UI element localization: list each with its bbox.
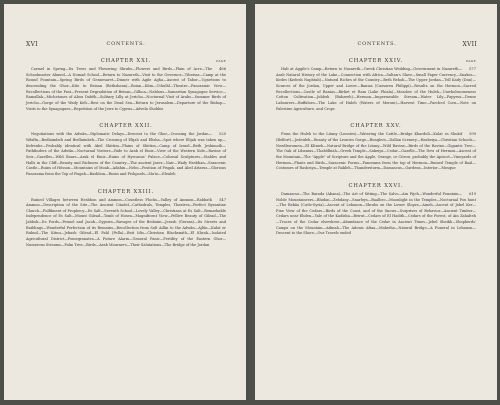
chapter-page-number: 520 <box>219 132 226 137</box>
chapter-title: CHAPTER XXVI. <box>348 182 404 189</box>
right-page <box>255 4 497 400</box>
chapter-entry <box>26 123 226 177</box>
chapter-entry <box>26 189 226 249</box>
page-column-label: PAGE <box>216 59 226 63</box>
chapter-entry <box>26 58 226 112</box>
chapter-page-number: 547 <box>219 197 226 202</box>
chapter-title: CHAPTER XXI. <box>100 58 152 64</box>
running-title: CONTENTS. <box>106 41 146 47</box>
chapter-page-number: 466 <box>219 67 226 71</box>
chapter-title: CHAPTER XXV. <box>350 123 402 130</box>
page-number: XVII <box>462 41 477 48</box>
running-head <box>26 41 226 48</box>
chapter-summary: Carmel in Spring—Its Trees and Flowering Shrubs—Flowers and Birds—Plain of Acre—The Schoolmaster Ahmed—A Nomad School—Return to Nazareth—Visit to the Governor—Tiberias—Camp at the Round Fountain—Spring Birds of Gennesaret—Dinner with Agile Agha—Ascent of Tabor—Ugnetions to descending the Ghor—Kite to Beisan (Bethshean)—Roian—Kûm—Cthulbl—Theatre—Panoramic View—Recollections of the Past—Present Degradation of Beisan—Gilboa—Nablous—Samaritan Synagogue Service—Ramallah—Michetones of Abou Dabêh—Solitary Lilly at Jericho—Nocturnal Visit of Arabs—Summer Birds of Jericho—Gorge of the Wady Kelt—Rest on the Dead Sea—Return to Jerusalem—Departure of the Bishop—Visits to the Synagogues—Repetition of the Jews to Cyprus—Advela Shohhis <box>26 67 226 111</box>
left-page <box>4 4 246 400</box>
page-number: XVI <box>26 41 38 48</box>
chapter-summary: Ruined Villages between Hesbbon and Ammon—Countless Flocks—Valley of Ammon—Rabbath Ammon—Description of the Site—The Ancient Citadel—Cathedrals, Temples, Theatres—Perfect Byzantine Church—Fulfilment of Prophecy—Es Salt—Seventh School—Lovely Valley—Christians at Es Salt—Remarkable Independence of Es Salt—Mount Gilead—Tomb of Hosea—Magnificent View—Pellive Beauty of Gilead—The Jabbok—Its Fords—Penuel and Jacob—Gypsies—Ravages of the Bedouin—Jerash (Gerasa)—Its Streets and Buildings—Wonderful Perfection of its Remains—Recollection from Salt Ailûn to the Adwân—Ajlûn—Kulat er Rubud—The Kitnu—Jebush Gilead—El Fahl (Pella)—Beit Idis—Christian Blacksmith—El Kûrah—Isolated Agricultural District—Pomegranates—A Future Alarm—General Panic—Fertility of the Eastern Ghor—Numerous Streams—Palm Tree—Birds—Arab Mourners—Their Salutations—The Bridge of the Jordan <box>26 197 226 247</box>
chapter-summary: Halt at Aggile's Camp—Return to Nazareth—Greek Christian Wedding—Government in Nazareth—Arab Natural History of the Lake—Connection with Africa—Sultan's Slave—Small Paper Currency—Snakes—Kedes (Kedesh Naphtali)—Natural Riches of the Country—Beth Rehob—The Upper Jordan—Tell Kady (Dan)—Sources of the Jordan, Upper and Lower—Banias (Caesarea Philippi)—Results on the Hermon—Sacred Recollections—Castle of Banias—Birket et Ram (Lake Phiala)—Meadow of the Huleh—Unwholesomeness Cotton Cultivation—Jubbeh (Bahzeeh)—Hermon—Impermeable Stream—Water Lily—Papyrus—Dense Labourers—Buffaloes—The Lake of Huleh (Waters of Merom)—Harvest Time—Parched Corn—Note on Palestine Agriculture, and Crops <box>276 67 476 111</box>
chapter-entry <box>276 183 476 237</box>
chapter-page-number: 619 <box>469 191 476 196</box>
page-column-label: PAGE <box>466 59 476 63</box>
chapter-entry <box>276 58 476 112</box>
chapter-summary: From the Huleh to the Litany (Leontes)—Watering the Cattle—Bridge Khardeli—Kulat es Shukif (Belfort)—Jedeideh—Beauty of the Leontes Gorge—Bunglers—Dallan Scenery—Hasbeiya—Christian Schools—Needlewomen—El Kîtmeh—Natural Bridge of the Litany—Wild Ravine—Birds of the Ravine—Gigantic Tree—The Oak of Libanius—Thabôlbiah—Greek Temple—Sakeiya—Cedar—Gazelle—The Dew of Hermon—Ascent of the Mountain—The "Apple" of Scripture and the Apple, Orange, or Citron, probably the Apricot—Vineyards of Hermon—Plants and Birds—Saracenic Forms—Panorama from the top of Hermon—Ruined Temple of Baal—Costumes of Rasheiya—Temple at Rakleh—Thunderstorm—Damascus—Gardens—Interior—Mosque <box>276 132 476 171</box>
running-head <box>277 41 477 48</box>
chapter-page-number: 577 <box>469 67 476 71</box>
chapter-page-number: 599 <box>469 132 476 137</box>
chapter-summary: Negotiations with the Adwân—Diplomatic Delays—Descent to the Ghor—Crossing the Jordan—Wâsfîn—Bedlaimbeh and Bedlaimbeh—The Crossing of Elijah and Elisha—Spot where Elijah was taken up—Kefrenbe—Probably identical with Abel Shittim—Plains of Shittim—Camp of Israel—Beth Jeshimoth—Pathfinders of the Adwân—Nocturnal Visitors—Ride to Arak el Emir—View of the Western Side—Ravine of Seir—Gazelles—Wild Boars—Arak el Emir—Ruins of Hyrcanus' Palace—Colossal Sculptures—Stables and Halls in the Cliff—Beauty and Richness of the Country—The ancient Jazer—Nair—Wady Hesbban—Saracenic Castle—Ruins of Hôsson—Mountains of Moab—Adahin—Nebo—Position of Pisgah, and Abel Attarus—Glorious Panorama from the Top of Pisgah—Bashbon—Ruins and Fishpools—Ma'in—Elealeh <box>26 132 226 176</box>
chapter-title: CHAPTER XXIII. <box>97 188 155 195</box>
chapter-summary: Damascus—The Barada (Abana)—The Art of Sitting—The Salvo—Ain Fijeh—Wonderful Fountain—Noble Mountaineers—Bludan—Zebdany—Snarleys—Baalbec—Moonlight in the Temples—Nocturnal Fox hunt—The Bekâa (Cœle-Syria)—Ascent of Lebanon—Shrubs on the Lower Slopes—Aineh—Ascent of Jebel Ker—Fine View of the Cedars—Birds of the Coast, and of the Snows—Surprises of Behavior—Ancient Timber—Cedars near Ehden—Yale of the Kadisha—Beirut—Cedars of El Hadith—Cedars of the Forest, of Ain Zahalteh—Traces of the Cedar elsewhere—Abundance of the Cedar in Ancient Times—Jebel Sheikh—Shepherds' Camps on the Mountain—Atlmah—The Adonis Aftaa—Maketha—Natural Bridge—A Funeral in Lebanon—Descent to the Shore—Our Travels ended <box>276 191 476 236</box>
chapter-title: CHAPTER XXIV. <box>348 58 404 64</box>
chapter-title: CHAPTER XXII. <box>99 123 153 130</box>
chapter-entry <box>276 123 476 172</box>
running-title: CONTENTS. <box>357 41 397 47</box>
